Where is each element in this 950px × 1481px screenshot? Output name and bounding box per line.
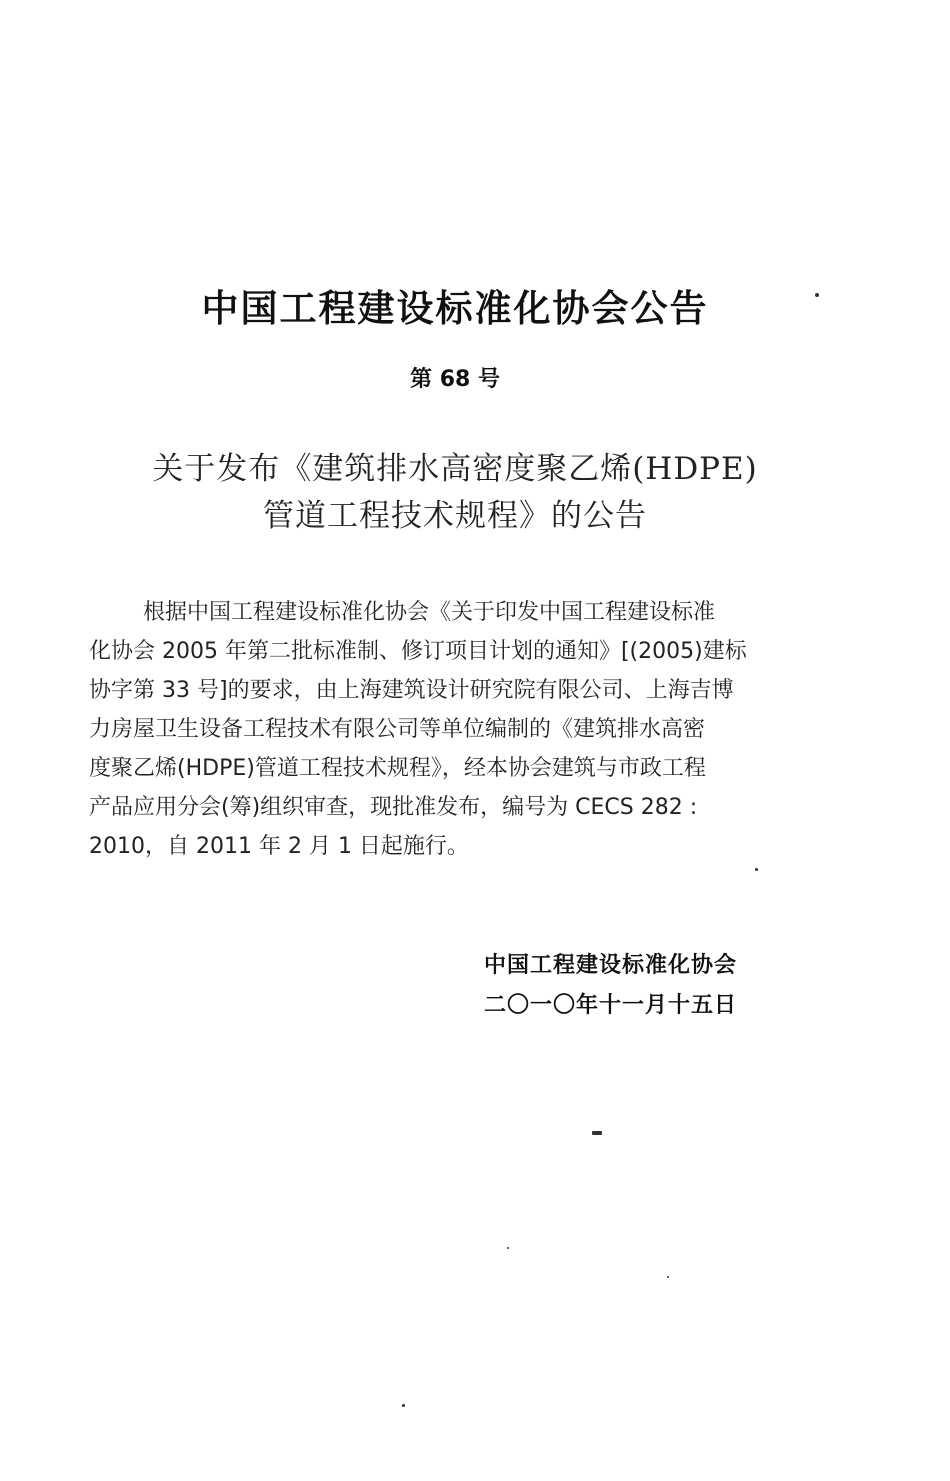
scan-speck (592, 1131, 602, 1135)
scan-speck (755, 868, 758, 871)
body-line-4: 力房屋卫生设备工程技术有限公司等单位编制的《建筑排水高密 (89, 717, 706, 742)
announcement-subtitle-line-2: 管道工程技术规程》的公告 (263, 498, 647, 534)
announcement-subtitle-line-1: 关于发布《建筑排水高密度聚乙烯(HDPE) (152, 451, 758, 487)
signature-date: 二〇一〇年十一月十五日 (484, 993, 738, 1018)
body-line-2: 化协会 2005 年第二批标准制、修订项目计划的通知》[(2005)建标 (89, 639, 747, 664)
notice-number: 第 68 号 (410, 367, 500, 392)
body-line-3: 协字第 33 号]的要求，由上海建筑设计研究院有限公司、上海吉博 (89, 678, 734, 703)
page-title: 中国工程建设标准化协会公告 (201, 287, 709, 330)
body-line-6: 产品应用分会(筹)组织审查，现批准发布，编号为 CECS 282 : (89, 795, 698, 820)
scan-speck (402, 1404, 405, 1407)
signature-organization: 中国工程建设标准化协会 (484, 953, 738, 978)
signature-block (484, 946, 737, 1026)
scan-speck (507, 1247, 509, 1249)
scan-speck (667, 1276, 669, 1278)
body-line-1: 根据中国工程建设标准化协会《关于印发中国工程建设标准 (143, 600, 716, 625)
body-line-5: 度聚乙烯(HDPE)管道工程技术规程》，经本协会建筑与市政工程 (89, 756, 706, 781)
announcement-body (89, 593, 829, 866)
body-line-7: 2010，自 2011 年 2 月 1 日起施行。 (89, 834, 469, 859)
scan-speck (815, 293, 819, 297)
